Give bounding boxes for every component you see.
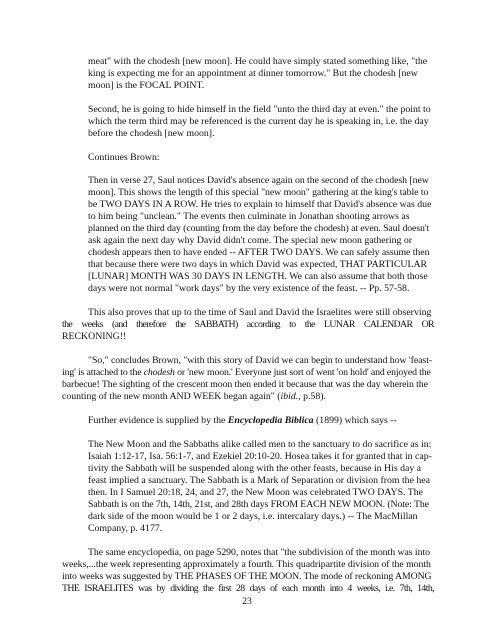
text-line: which the term third may be referenced is the current day he is speaking in, i.e. the day	[88, 116, 429, 127]
text-line: moon] is the FOCAL POINT.	[88, 80, 205, 91]
text-run: (1899) which says --	[313, 415, 397, 426]
text-line: Company, p. 4177.	[88, 523, 163, 534]
text-line: meat" with the chodesh [new moon]. He could have simply stated something like, "the	[88, 56, 428, 67]
text-line: Sabbath is on the 7th, 14th, 21st, and 28th days FROM EACH NEW MOON. (Note: The	[88, 499, 429, 510]
text-line	[62, 367, 431, 379]
text-line: Second, he is going to hide himself in the field "unto the third day at even." the point to	[88, 104, 431, 115]
text-line: Continues Brown:	[88, 152, 160, 163]
text-line: before the chodesh [new moon].	[88, 128, 215, 139]
text-line: the weeks (and therefore the SABBATH) according to the LUNAR CALENDAR OR	[62, 319, 434, 330]
text-line: [LUNAR] MONTH WAS 30 DAYS IN LENGTH. We can also assume that both those	[88, 271, 428, 282]
text-line: days were not normal "work days" by the very existence of the feast. -- Pp. 57-58.	[88, 283, 410, 294]
text-line: RECKONING!!	[62, 331, 127, 342]
text-line: THE ISRAELITES was by dividing the first 28 days of each month into 4 weeks, i.e. 7th, 14th,	[62, 583, 434, 594]
text-run: Further evidence is supplied by the	[88, 415, 228, 426]
text-line: Then in verse 27, Saul notices David's absence again on the second of the chodesh [new	[88, 175, 429, 186]
text-line: barbecue! The sighting of the crescent moon then ended it because that was the day wherein the	[62, 379, 428, 390]
text-line: The same encyclopedia, on page 5290, notes that "the subdivision of the month was into	[88, 547, 430, 558]
text-line: tivity the Sabbath will be suspended along with the other feasts, because in His day a	[88, 463, 422, 474]
text-run: , p.58).	[298, 391, 326, 402]
text-run: counting of the new month AND WEEK began again" (	[62, 391, 281, 402]
text-line: Isaiah 1:12-17, Isa. 56:1-7, and Ezekiel 20:10-20. Hosea takes it for granted that in cap-	[88, 451, 432, 462]
text-line: king is expecting me for an appointment at dinner tomorrow." But the chodesh [new	[88, 68, 418, 79]
page-number: 23	[242, 596, 252, 607]
text-line: feast implied a sanctuary. The Sabbath is a Mark of Separation or division from the hea	[88, 475, 430, 486]
italic-term: chodesh	[143, 367, 175, 378]
text-line: "So," concludes Brown, "with this story of David we can begin to understand how 'feast-	[88, 355, 433, 366]
text-line	[62, 391, 326, 403]
text-line: ask again the next day why David didn't come. The special new moon gathering or	[88, 235, 412, 246]
text-line: moon]. This shows the length of this special "new moon" gathering at the king's table to	[88, 187, 429, 198]
text-line: weeks,...the week representing approximately a fourth. This quadripartite division of the month	[62, 559, 431, 570]
text-line: This also proves that up to the time of Saul and David the Israelites were still observing	[88, 307, 432, 318]
italic-term: ibid.	[280, 391, 299, 402]
text-line: dark side of the moon would be 1 or 2 days, i.e. intercalary days.) -- The MacMillan	[88, 511, 418, 522]
book-title: Encyclopedia Biblica	[227, 415, 314, 426]
text-line: be TWO DAYS IN A ROW. He tries to explain to himself that David's absence was due	[88, 199, 432, 210]
text-line: into weeks was suggested by THE PHASES OF THE MOON. The mode of reckoning AMONG	[62, 571, 432, 582]
text-line: that because there were two days in which David was expected, THAT PARTICULAR	[88, 259, 428, 270]
text-line: to him being "unclean." The events then culminate in Jonathan shooting arrows as	[88, 211, 410, 222]
text-line: The New Moon and the Sabbaths alike called men to the sanctuary to do sacrifice as in:	[88, 439, 432, 450]
text-run: ing' is attached to the	[62, 367, 144, 378]
text-line: planned on the third day (counting from the day before the chodesh) at even. Saul doesn't	[88, 223, 430, 234]
text-line-wrap	[62, 319, 434, 331]
text-line-wrap	[62, 583, 434, 595]
text-run: or 'new moon.' Everyone just sort of went 'on hold' and enjoyed the	[174, 367, 431, 378]
text-line: then. In I Samuel 20:18, 24, and 27, the New Moon was celebrated TWO DAYS. The	[88, 487, 424, 498]
text-line	[88, 415, 397, 427]
text-line: chodesh appears then to have ended -- AFTER TWO DAYS. We can safely assume then	[88, 247, 430, 258]
